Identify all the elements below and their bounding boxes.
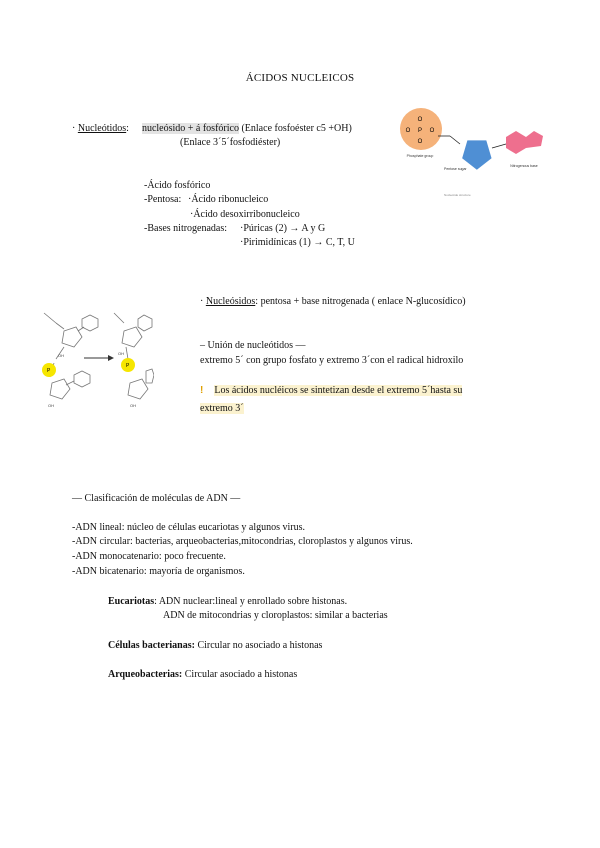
sugar-ring [50,379,70,399]
base-hexagon [506,131,526,154]
colon: : [126,123,129,134]
eucariotas-mito: ADN de mitocondrias y cloroplastos: similar a bacterias [163,610,388,621]
reaction-arrowhead [108,355,114,361]
nucleotide-union-diagram [34,303,154,415]
nucleotidos-label: Nucleótidos [77,123,127,134]
sugar-ring [122,327,142,347]
arqueobacterias-label: Arqueobacterias: [108,669,183,680]
bases-pirimidinicas: ·Pirimidínicas (1) → C, T, U [240,237,355,248]
union-note-line2: extremo 3´ [200,403,244,414]
clasificacion-item: -ADN circular: bacterias, arqueobacterias,mitocondrias, cloroplastos y algunos virus. [72,536,413,547]
eucariotas-label: Eucariotas [108,596,155,607]
base-ring [82,315,98,331]
nucleosidos-text: : pentosa + base nitrogenada ( enlace N-glucosídico) [255,296,466,307]
arqueobacterias-line [108,669,297,680]
atom-o-top: O [417,117,423,123]
nucleotidos-line [72,123,352,134]
pentose-sugar-shape [462,140,491,169]
pentosa-label: -Pentosa: [144,194,182,205]
acido-fosforico: -Ácido fosfórico [144,180,211,191]
atom-o-left: O [405,128,411,134]
oh-label: OH [48,403,54,408]
sugar-ring [128,379,148,399]
bond-line [126,347,128,359]
bond-line [66,381,74,385]
pentosa-desoxi: ·Ácido desoxirribonucleico [190,209,300,220]
clasificacion-item: -ADN bicatenario: mayoría de organismos. [72,566,245,577]
nitrogenous-base-label: Nitrogenous base [510,164,538,168]
atom-p: P [417,128,423,134]
union-note-text: Los ácidos nucléicos se sintetizan desde el extremo 5´hasta su [214,385,463,396]
bases-label: -Bases nitrogenadas: [144,223,228,234]
bullet: · [72,123,76,134]
bond-line [78,327,84,331]
pentosa-ribo: ·Ácido ribonucleico [188,194,269,205]
bacterianas-text: Circular no asociado a histonas [194,640,323,651]
page-title: ÁCIDOS NUCLEICOS [245,72,355,84]
bases-puricas: ·Púricas (2) → A y G [240,223,326,234]
bond-line [44,313,56,323]
arqueobacterias-text: Circular asociado a histonas [182,669,298,680]
bond-line [56,323,64,329]
oh-label: OH [118,351,124,356]
base-ring [138,315,152,331]
base-ring [146,369,154,383]
phosphate-label: P [47,368,51,374]
oh-label: OH [130,403,136,408]
eucariotas-text: : ADN nuclear:lineal y enrollado sobre histonas. [154,596,348,607]
base-pentagon [526,131,543,148]
clasificacion-heading: — Clasificación de moléculas de ADN — [72,493,241,504]
phosphate-group-label: Phosphate group [406,154,434,158]
eucariotas-line [108,596,347,607]
clasificacion-item: -ADN monocatenario: poco frecuente. [72,551,226,562]
pentose-sugar-label: Pentose sugar [444,167,467,171]
nucleosidos-label: Nucleósidos [205,296,256,307]
union-note-line1 [200,385,462,396]
bacterianas-label: Células bacterianas: [108,640,195,651]
phosphate-label: P [126,363,130,369]
base-ring [74,371,90,387]
oh-label: OH [58,353,64,358]
union-heading: – Unión de nucleótidos — [200,340,306,351]
bond-line [114,313,124,323]
bond-phosphoester: (Enlace fosfoéster c5 +OH) [241,123,352,134]
clasificacion-item: -ADN lineal: núcleo de células eucariotas y algunos virus. [72,522,305,533]
warning-icon: ! [200,385,204,396]
bullet: · [200,296,204,307]
bacterianas-line [108,640,322,651]
bond-line [492,144,506,148]
bond-phosphodiester: (Enlace 3´5´fosfodiéster) [180,137,281,148]
nucleosidos-line [200,296,466,307]
union-text: extremo 5´ con grupo fosfato y extremo 3´con el radical hidroxilo [200,355,464,366]
figure-credit: Nucleotide structure [444,193,471,197]
atom-o-right: O [429,128,435,134]
bond-line [450,136,460,144]
nucleotidos-formula: nucleósido + á fosfórico [141,123,239,134]
atom-o-bottom: O [417,139,423,145]
